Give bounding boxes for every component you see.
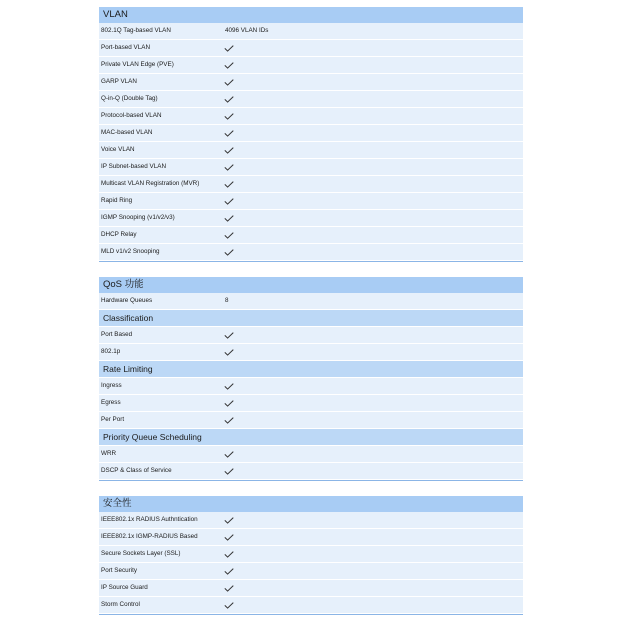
check-icon	[224, 332, 234, 339]
feature-row-port-security	[99, 563, 523, 580]
feature-label: DHCP Relay	[101, 231, 137, 238]
feature-row-voice-vlan	[99, 142, 523, 159]
feature-label: Q-in-Q (Double Tag)	[101, 95, 158, 102]
section-divider	[99, 261, 523, 262]
feature-row-storm-control	[99, 597, 523, 614]
feature-row-ieee802-1x-igmp-radius-based	[99, 529, 523, 546]
feature-label: IEEE802.1x RADIUS Authntication	[101, 516, 198, 523]
feature-row-igmp-snooping-v1-v2-v3	[99, 210, 523, 227]
feature-label: IGMP Snooping (v1/v2/v3)	[101, 214, 175, 221]
section-divider	[99, 614, 523, 615]
feature-label: Per Port	[101, 416, 125, 423]
feature-row-ip-source-guard	[99, 580, 523, 597]
section-divider	[99, 480, 523, 481]
feature-row-dscp-class-of-service	[99, 463, 523, 480]
feature-label: GARP VLAN	[101, 78, 137, 85]
check-icon	[224, 585, 234, 592]
check-icon	[224, 130, 234, 137]
feature-label: Rapid Ring	[101, 197, 133, 204]
feature-label: IP Source Guard	[101, 584, 148, 591]
check-icon	[224, 517, 234, 524]
feature-label: Protocol-based VLAN	[101, 112, 162, 119]
feature-row-q-in-q-double-tag	[99, 91, 523, 108]
check-icon	[224, 45, 234, 52]
feature-row-protocol-based-vlan	[99, 108, 523, 125]
feature-label: 802.1p	[101, 348, 121, 355]
check-icon	[224, 602, 234, 609]
feature-label: Secure Sockets Layer (SSL)	[101, 550, 181, 557]
check-icon	[224, 349, 234, 356]
feature-label: WRR	[101, 450, 117, 457]
feature-label: MAC-based VLAN	[101, 129, 153, 136]
feature-label: Egress	[101, 399, 121, 406]
check-icon	[224, 79, 234, 86]
feature-row-multicast-vlan-registration-mvr	[99, 176, 523, 193]
feature-row-ingress	[99, 378, 523, 395]
section-title: 安全性	[99, 496, 523, 512]
section-2	[99, 496, 523, 615]
feature-row-dhcp-relay	[99, 227, 523, 244]
feature-row-secure-sockets-layer-ssl	[99, 546, 523, 563]
feature-label: Port-based VLAN	[101, 44, 151, 51]
spec-sheet	[99, 7, 523, 615]
check-icon	[224, 215, 234, 222]
feature-label: Ingress	[101, 382, 122, 389]
check-icon	[224, 534, 234, 541]
check-icon	[224, 96, 234, 103]
section-1	[99, 277, 523, 481]
section-0	[99, 7, 523, 262]
feature-row-private-vlan-edge-pve	[99, 57, 523, 74]
check-icon	[224, 198, 234, 205]
feature-value: 8	[225, 297, 229, 304]
section-title: VLAN	[99, 7, 523, 23]
subsection-title: Classification	[99, 310, 523, 327]
feature-label: Private VLAN Edge (PVE)	[101, 61, 174, 68]
feature-row-per-port	[99, 412, 523, 429]
feature-row-802-1p	[99, 344, 523, 361]
feature-row-ip-subnet-based-vlan	[99, 159, 523, 176]
check-icon	[224, 400, 234, 407]
feature-row-802-1q-tag-based-vlan	[99, 23, 523, 40]
feature-row-wrr	[99, 446, 523, 463]
check-icon	[224, 147, 234, 154]
feature-label: Voice VLAN	[101, 146, 135, 153]
feature-value: 4096 VLAN IDs	[225, 27, 269, 34]
feature-label: 802.1Q Tag-based VLAN	[101, 27, 171, 34]
feature-row-mld-v1-v2-snooping	[99, 244, 523, 261]
check-icon	[224, 249, 234, 256]
check-icon	[224, 383, 234, 390]
check-icon	[224, 468, 234, 475]
feature-label: Port Security	[101, 567, 138, 574]
feature-label: Port Based	[101, 331, 133, 338]
check-icon	[224, 568, 234, 575]
feature-label: Hardware Queues	[101, 297, 153, 304]
feature-label: IP Subnet-based VLAN	[101, 163, 166, 170]
feature-label: DSCP & Class of Service	[101, 467, 172, 474]
section-title: QoS 功能	[99, 277, 523, 293]
feature-row-ieee802-1x-radius-authntication	[99, 512, 523, 529]
feature-row-egress	[99, 395, 523, 412]
check-icon	[224, 232, 234, 239]
feature-label: Multicast VLAN Registration (MVR)	[101, 180, 200, 187]
check-icon	[224, 417, 234, 424]
check-icon	[224, 113, 234, 120]
feature-label: IEEE802.1x IGMP-RADIUS Based	[101, 533, 198, 540]
feature-row-garp-vlan	[99, 74, 523, 91]
feature-label: MLD v1/v2 Snooping	[101, 248, 160, 255]
subsection-title: Priority Queue Scheduling	[99, 429, 523, 446]
check-icon	[224, 181, 234, 188]
feature-row-port-based	[99, 327, 523, 344]
check-icon	[224, 62, 234, 69]
feature-row-mac-based-vlan	[99, 125, 523, 142]
feature-row-port-based-vlan	[99, 40, 523, 57]
feature-row-hardware-queues	[99, 293, 523, 310]
check-icon	[224, 551, 234, 558]
subsection-title: Rate Limiting	[99, 361, 523, 378]
check-icon	[224, 451, 234, 458]
feature-label: Storm Control	[101, 601, 140, 608]
feature-row-rapid-ring	[99, 193, 523, 210]
check-icon	[224, 164, 234, 171]
